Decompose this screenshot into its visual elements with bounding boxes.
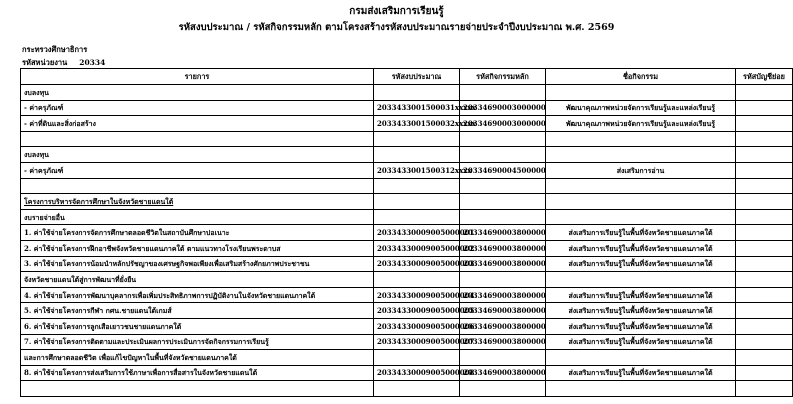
row-budget-code-cell: 20334330009005000003 <box>374 256 460 272</box>
column-header-main-activity-code: รหัสกิจกรรมหลัก <box>460 69 546 85</box>
table-row <box>21 209 793 225</box>
row-item-cell: งบรายจ่ายอื่น <box>21 209 374 225</box>
row-item-cell: งบลงทุน <box>21 85 374 101</box>
row-item-cell: 2. ค่าใช้จ่ายโครงการฝึกอาชีพจังหวัดชายแดนภาคใต้ ตามแนวทางโรงเรียนพระดาบส <box>21 240 374 256</box>
row-activity-name-cell <box>546 178 736 194</box>
row-sub-account-cell <box>736 131 793 147</box>
row-budget-code-cell: 20334330009005000002 <box>374 240 460 256</box>
row-sub-account-cell <box>736 116 793 132</box>
row-item-cell: 1. ค่าใช้จ่ายโครงการจัดการศึกษาตลอดชีวิตในสถาบันศึกษาปอเนาะ <box>21 225 374 241</box>
row-item-cell <box>21 131 374 147</box>
row-budget-code-cell <box>374 194 460 210</box>
row-activity-name-cell <box>546 381 736 397</box>
row-item-cell: 4. ค่าใช้จ่ายโครงการพัฒนาบุคลากรเพื่อเพิ่มประสิทธิภาพการปฏิบัติงานในจังหวัดชายแดนภาคใต้ <box>21 287 374 303</box>
row-item-cell <box>21 178 374 194</box>
row-activity-name-cell <box>546 85 736 101</box>
unit-code-label: รหัสหน่วยงาน <box>22 58 68 67</box>
table-row <box>21 225 793 241</box>
row-budget-code-cell <box>374 131 460 147</box>
row-main-activity-code-cell <box>460 209 546 225</box>
row-activity-name-cell: พัฒนาคุณภาพหน่วยจัดการเรียนรู้และแหล่งเรียนรู้ <box>546 116 736 132</box>
row-budget-code-cell <box>374 147 460 163</box>
row-item-cell: 7. ค่าใช้จ่ายโครงการติดตามและประเมินผลการประเมินการจัดกิจกรรมการเรียนรู้ <box>21 334 374 350</box>
row-budget-code-cell <box>374 209 460 225</box>
row-sub-account-cell <box>736 240 793 256</box>
row-sub-account-cell <box>736 178 793 194</box>
row-sub-account-cell <box>736 256 793 272</box>
table-row <box>21 287 793 303</box>
row-activity-name-cell: ส่งเสริมการเรียนรู้ในพื้นที่จังหวัดชายแดนภาคใต้ <box>546 256 736 272</box>
unit-code-value: 20334 <box>79 58 106 67</box>
table-row <box>21 194 793 210</box>
row-sub-account-cell <box>736 303 793 319</box>
row-sub-account-cell <box>736 162 793 178</box>
row-main-activity-code-cell: 20334690003000000 <box>460 100 546 116</box>
row-sub-account-cell <box>736 350 793 366</box>
table-row <box>21 178 793 194</box>
row-main-activity-code-cell: 20334690003800000 <box>460 365 546 381</box>
row-item-cell: จังหวัดชายแดนใต้สู่การพัฒนาที่ยั่งยืน <box>21 272 374 288</box>
table-header-row <box>21 69 793 85</box>
row-main-activity-code-cell <box>460 85 546 101</box>
row-main-activity-code-cell <box>460 147 546 163</box>
row-budget-code-cell: 20334330009005000008 <box>374 365 460 381</box>
row-budget-code-cell <box>374 178 460 194</box>
row-main-activity-code-cell <box>460 350 546 366</box>
row-sub-account-cell <box>736 147 793 163</box>
row-activity-name-cell <box>546 350 736 366</box>
row-item-cell: โครงการบริหารจัดการศึกษาในจังหวัดชายแดนใต้ <box>21 194 374 210</box>
row-sub-account-cell <box>736 287 793 303</box>
row-budget-code-cell <box>374 381 460 397</box>
row-sub-account-cell <box>736 272 793 288</box>
column-header-item: รายการ <box>21 69 374 85</box>
row-sub-account-cell <box>736 365 793 381</box>
row-item-cell: - ค่าที่ดินและสิ่งก่อสร้าง <box>21 116 374 132</box>
row-main-activity-code-cell: 20334690004500000 <box>460 162 546 178</box>
row-main-activity-code-cell <box>460 194 546 210</box>
row-activity-name-cell: ส่งเสริมการเรียนรู้ในพื้นที่จังหวัดชายแดนภาคใต้ <box>546 318 736 334</box>
budget-code-table <box>20 68 793 397</box>
table-row <box>21 350 793 366</box>
row-activity-name-cell: ส่งเสริมการเรียนรู้ในพื้นที่จังหวัดชายแดนภาคใต้ <box>546 334 736 350</box>
row-main-activity-code-cell: 20334690003000000 <box>460 116 546 132</box>
table-row <box>21 162 793 178</box>
row-sub-account-cell <box>736 381 793 397</box>
row-budget-code-cell: 20334330009005000005 <box>374 303 460 319</box>
row-activity-name-cell <box>546 272 736 288</box>
row-budget-code-cell: 20334330009005000001 <box>374 225 460 241</box>
table-row <box>21 100 793 116</box>
row-main-activity-code-cell <box>460 131 546 147</box>
row-budget-code-cell: 20334330009005000006 <box>374 318 460 334</box>
row-activity-name-cell <box>546 147 736 163</box>
table-row <box>21 381 793 397</box>
row-main-activity-code-cell: 20334690003800000 <box>460 240 546 256</box>
row-activity-name-cell: ส่งเสริมการเรียนรู้ในพื้นที่จังหวัดชายแดนภาคใต้ <box>546 287 736 303</box>
table-row <box>21 116 793 132</box>
row-main-activity-code-cell <box>460 178 546 194</box>
row-main-activity-code-cell: 20334690003800000 <box>460 225 546 241</box>
table-row <box>21 85 793 101</box>
table-row <box>21 147 793 163</box>
row-activity-name-cell <box>546 209 736 225</box>
row-budget-code-cell: 2033433001500032xxxxx <box>374 116 460 132</box>
document-subtitle: รหัสงบประมาณ / รหัสกิจกรรมหลัก ตามโครงสร้างรหัสงบประมาณรายจ่ายประจำปีงบประมาณ พ.ศ. 2569 <box>178 22 615 33</box>
row-item-cell <box>21 381 374 397</box>
table-row <box>21 334 793 350</box>
row-activity-name-cell: พัฒนาคุณภาพหน่วยจัดการเรียนรู้และแหล่งเรียนรู้ <box>546 100 736 116</box>
row-main-activity-code-cell <box>460 381 546 397</box>
row-sub-account-cell <box>736 194 793 210</box>
column-header-activity-name: ชื่อกิจกรรม <box>546 69 736 85</box>
row-item-cell: งบลงทุน <box>21 147 374 163</box>
row-main-activity-code-cell: 20334690003800000 <box>460 256 546 272</box>
row-budget-code-cell <box>374 350 460 366</box>
row-budget-code-cell: 2033433001500031xxxxx <box>374 100 460 116</box>
table-row <box>21 131 793 147</box>
row-main-activity-code-cell: 20334690003800000 <box>460 287 546 303</box>
row-item-cell: 5. ค่าใช้จ่ายโครงการกีฬา กศน.ชายแดนใต้เกมส์ <box>21 303 374 319</box>
row-activity-name-cell: ส่งเสริมการเรียนรู้ในพื้นที่จังหวัดชายแดนภาคใต้ <box>546 365 736 381</box>
table-row <box>21 256 793 272</box>
row-item-cell: 6. ค่าใช้จ่ายโครงการลูกเสือเยาวชนชายแดนภาคใต้ <box>21 318 374 334</box>
table-row <box>21 240 793 256</box>
row-item-cell: 8. ค่าใช้จ่ายโครงการส่งเสริมการใช้ภาษาเพื่อการสื่อสารในจังหวัดชายแดนใต้ <box>21 365 374 381</box>
row-budget-code-cell: 20334330009005000004 <box>374 287 460 303</box>
row-activity-name-cell: ส่งเสริมการเรียนรู้ในพื้นที่จังหวัดชายแดนภาคใต้ <box>546 303 736 319</box>
document-title: กรมส่งเสริมการเรียนรู้ <box>349 6 444 17</box>
row-activity-name-cell: ส่งเสริมการเรียนรู้ในพื้นที่จังหวัดชายแดนภาคใต้ <box>546 240 736 256</box>
row-budget-code-cell <box>374 272 460 288</box>
row-main-activity-code-cell: 20334690003800000 <box>460 334 546 350</box>
table-row <box>21 272 793 288</box>
row-sub-account-cell <box>736 85 793 101</box>
row-budget-code-cell <box>374 85 460 101</box>
row-budget-code-cell: 2033433001500312xxxx <box>374 162 460 178</box>
row-main-activity-code-cell: 20334690003800000 <box>460 318 546 334</box>
row-main-activity-code-cell <box>460 272 546 288</box>
column-header-sub-account: รหัสบัญชีย่อย <box>736 69 793 85</box>
row-sub-account-cell <box>736 318 793 334</box>
row-activity-name-cell <box>546 131 736 147</box>
row-sub-account-cell <box>736 225 793 241</box>
row-sub-account-cell <box>736 334 793 350</box>
ministry-label: กระทรวงศึกษาธิการ <box>22 45 88 54</box>
table-row <box>21 318 793 334</box>
row-activity-name-cell <box>546 194 736 210</box>
row-item-cell: - ค่าครุภัณฑ์ <box>21 100 374 116</box>
row-sub-account-cell <box>736 100 793 116</box>
row-activity-name-cell: ส่งเสริมการเรียนรู้ในพื้นที่จังหวัดชายแดนภาคใต้ <box>546 225 736 241</box>
row-main-activity-code-cell: 20334690003800000 <box>460 303 546 319</box>
row-item-cell: - ค่าครุภัณฑ์ <box>21 162 374 178</box>
column-header-budget-code: รหัสงบประมาณ <box>374 69 460 85</box>
row-budget-code-cell: 20334330009005000007 <box>374 334 460 350</box>
row-item-cell: 3. ค่าใช้จ่ายโครงการน้อมนำหลักปรัชญาของเศรษฐกิจพอเพียงเพื่อเสริมสร้างศักยภาพประชาชน <box>21 256 374 272</box>
table-row <box>21 303 793 319</box>
row-activity-name-cell: ส่งเสริมการอ่าน <box>546 162 736 178</box>
row-item-cell: และการศึกษาตลอดชีวิต เพื่อแก้ไขปัญหาในพื้นที่จังหวัดชายแดนภาคใต้ <box>21 350 374 366</box>
table-row <box>21 365 793 381</box>
row-sub-account-cell <box>736 209 793 225</box>
